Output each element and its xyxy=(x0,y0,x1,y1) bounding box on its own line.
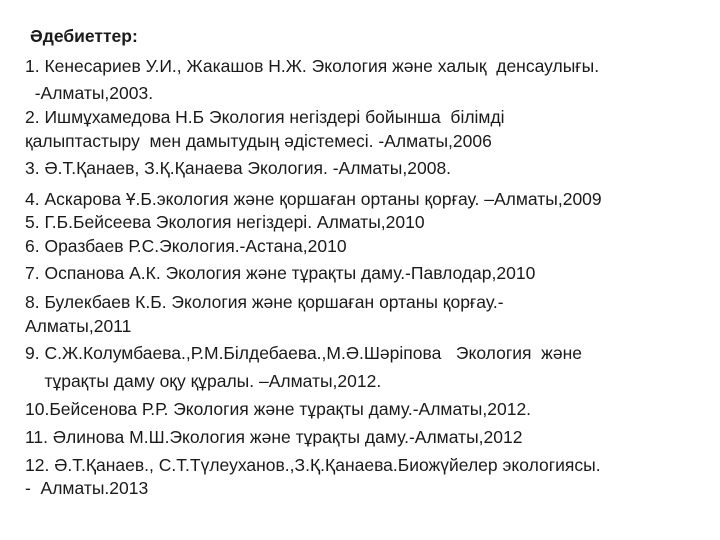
reference-line: 4. Аскарова Ұ.Б.экология және қоршаған ортаны қорғау. –Алматы,2009 xyxy=(25,189,602,209)
reference-line: тұрақты даму оқу құралы. –Алматы,2012. xyxy=(25,371,382,391)
reference-line: 5. Г.Б.Бейсеева Экология негіздері. Алматы,2010 xyxy=(25,212,425,232)
reference-line: 9. С.Ж.Колумбаева.,Р.М.Білдебаева.,М.Ә.Шәріпова Экология және xyxy=(25,343,583,363)
references-heading: Әдебиеттер: xyxy=(30,26,138,46)
reference-line: Алматы,2011 xyxy=(25,316,132,336)
reference-line: қалыптастыру мен дамытудың әдістемесі. -Алматы,2006 xyxy=(25,131,492,151)
reference-line: 6. Оразбаев Р.С.Экология.-Астана,2010 xyxy=(25,236,347,256)
reference-line: 3. Ә.Т.Қанаев, З.Қ.Қанаева Экология. -Алматы,2008. xyxy=(25,158,452,178)
reference-line: 7. Оспанова А.К. Экология және тұрақты даму.-Павлодар,2010 xyxy=(25,263,536,283)
reference-line: 8. Булекбаев К.Б. Экология және қоршаған ортаны қорғау.- xyxy=(25,292,504,312)
reference-line: 2. Ишмұхамедова Н.Б Экология негіздері бойынша білімді xyxy=(25,107,505,127)
reference-line: 12. Ә.Т.Қанаев., С.Т.Түлеуханов.,З.Қ.Қанаева.Биожүйелер экологиясы. xyxy=(25,455,601,475)
reference-line: 10.Бейсенова Р.Р. Экология және тұрақты даму.-Алматы,2012. xyxy=(25,399,532,419)
reference-line: - Алматы.2013 xyxy=(25,478,149,498)
reference-line: 1. Кенесариев У.И., Жакашов Н.Ж. Экология және халық денсаулығы. xyxy=(25,56,600,76)
reference-line: -Алматы,2003. xyxy=(25,83,154,103)
reference-line: 11. Әлинова М.Ш.Экология және тұрақты даму.-Алматы,2012 xyxy=(25,427,523,447)
